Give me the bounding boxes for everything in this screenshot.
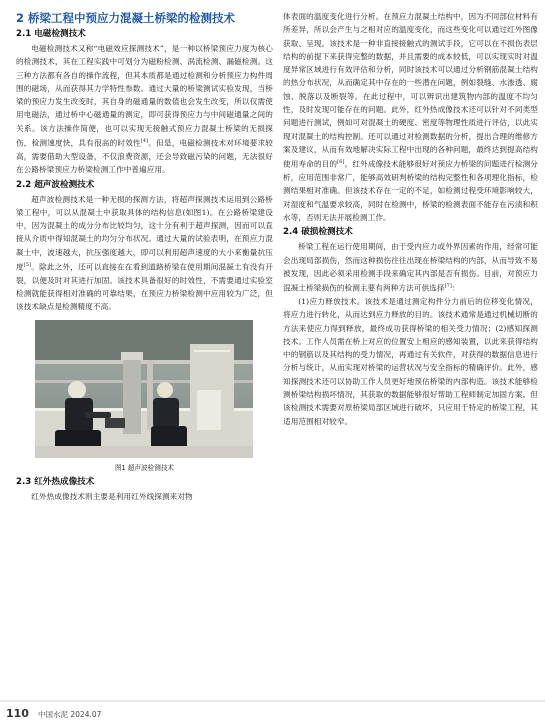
paragraph-2-3: 红外热成像技术则主要是利用红外线探测来对物 [31, 491, 193, 501]
footer-divider [0, 700, 545, 702]
paragraph-2-1 [16, 42, 273, 177]
section-title: 2 桥梁工程中预应力混凝土桥梁的检测技术 [16, 11, 236, 25]
page-number: 110 [6, 707, 29, 720]
paragraph-2-1-text: 电磁检测技术又称“电磁效应探测技术”，是一种以桥梁预应力度为核心的检测技术，其在工程实践中可划分为磁粉检测、涡流检测、漏磁检测。这三种方法都有各自的操作流程，但其本质都是通过检测和分析预应力构件周围的磁场，从而获得其力学特性参数。通过大量的桥梁测试实验发现，当桥梁的预应力发生改变时，其自身的磁通量的数值也会发生改变，所以仅需使用电磁法，通过桥中心磁通量的测定，即可获得预应力与中间磁通量之间的关系。该方法操作简便，也可以实现无接触式预应力混凝土桥梁的无损探伤，检测速度快，具有很高的时效性 [16, 44, 273, 148]
paragraph-2-2 [16, 193, 273, 314]
page-footer [0, 700, 545, 726]
figure-1-caption: 图1 超声波检测技术 [114, 463, 175, 472]
heading-2-1: 2.1 电磁检测技术 [16, 29, 86, 39]
paragraph-2-1-end: 。但是，电磁检测技术对环境要求较高，需要借助大型设备，不仅浪费资源，还会导致磁污染的问题，无法很好在公路桥梁预应力桥梁检测工作中普遍应用。 [16, 138, 273, 175]
paragraph-2-2-text: 超声波检测技术是一种无损的探测方法，将超声探测技术运用到公路桥梁工程中，可以从混凝土中获取具体的结构信息(如图1)。在公路桥梁建设中，因为混凝土的成分分布比较均匀，这十分有利于超声探测，因而可以直接从介质中得知混凝土的均匀分布状况。通过大量的试验表明，在预应力混凝土中，波速越大，抗压强度越大，即可以利用超声速度的大小来衡量抗压度 [16, 194, 273, 272]
figure-1-photo [35, 320, 253, 458]
paragraph-2-3-continued [283, 10, 538, 224]
heading-2-2: 2.2 超声波检测技术 [16, 179, 95, 190]
paragraph-2-4 [283, 240, 538, 295]
ultrasonic-inspection-photo [35, 320, 253, 458]
citation-7: [7] [444, 283, 452, 290]
right-column [283, 10, 538, 696]
paragraph-2-3-continued-end: 。红外成像技术能够很好对预应力桥梁的问题进行检测分析，应用范围非常广，能够高效研判桥梁的结构完整性和各项理化指标，检测结果相对准确。但该技术存在一定的不足，如检测过程受环境影响较大，对湿度和气温要求较高，同时在检测中，桥梁的检测表面不能存在污渍和积水等，否则无法开展检测工作。 [283, 159, 538, 222]
heading-2-4: 2.4 破损检测技术 [283, 227, 353, 238]
citation-4: [4] [140, 138, 149, 145]
paragraph-2-2-end: 。除此之外，还可以直接在在看到道路桥梁在使用期间混凝土有没有开裂，以便及时对其进行加固。该技术具备很好的时效性，不需要通过实验室检测就能获得相对准确的可靠结果，在预应力桥梁检测中应用较为广泛，但该技术缺点是检测精度不高。 [16, 262, 273, 312]
citation-5: [5] [23, 261, 32, 268]
heading-2-3: 2.3 红外热成像技术 [16, 476, 95, 487]
journal-name: 中国水泥 2024.07 [38, 710, 102, 719]
paragraph-2-4-text: 桥梁工程在运行使用期间，由于受内应力或外界因素的作用，经常可能会出现局部损伤，然而这种损伤往往出现在桥梁结构的内部，从而导致不易被发现，因此必须采用检测手段来确定其内部是否有损伤。目前，对预应力混凝土桥梁损伤的检测主要有两种方法可供选择 [283, 242, 538, 293]
paragraph-2-3-continued-text: 体表面的温度变化进行分析。在预应力混凝土结构中，因为不同部位材料有所差异，所以会产生与之相对应的温度变化，而这些变化可以通过红外图像获取、呈现。该技术是一种非直接接触式的测试手段，它可以在不损伤表层结构的前提下来获得完整的数据，并且需要的成本较低，可以实现实时对温度异常区域进行有效评估和分析，同时该技术可以通过分析钢筋混凝土结构的热分布状况，从而确定其中存在的一些潜在问题，例如裂缝、水渗透、腐蚀、脱落以及断裂等。在此过程中，可以辨识出建筑物内部的温度不均匀性，及时发现可能存在的问题。此外，红外热成像技术还可以针对不同类型问题进行测试，例如可对混凝土的硬度、密度等物理性质进行评估，以此实现对混凝土的结构控制。还可以通过对检测数据的分析，提出合理的维修方案及建议，从而有效地解决实际工程中出现的各种问题，最终达到提高结构使用寿命的目的 [283, 12, 538, 169]
paragraph-2-4-end: ： [451, 283, 460, 293]
citation-6: [6] [337, 159, 345, 166]
left-column [16, 10, 273, 696]
paragraph-2-4-methods: (1)应力释放技术。该技术是通过测定构件分力前后的位移变化情况，将应力进行转化，从而达到应力释放的目的。该技术通常是通过机械切断的方法来使应力得到释放，最终成功获得桥梁的相关受力情况；(2)感知探测技术。工作人员需在桥上对应的位置安上相应的感知装置，以此来获得结构中的钢筋以及其结构的受力情况，再通过有关软件，对获得的数据信息进行分析与统计，从而实现对桥梁的运营状况与安全指标的精确评价。此外，感知探测技术还可以协助工作人员更好地预估桥梁的内部构造。该技术能够检测桥梁结构损坏情况，其获取的数据能够很好帮助工程师制定加固方案。但该检测技术需要对原桥梁局部区域进行破坏，只应用于特定的桥梁工程，其适用范围相对较窄。 [283, 297, 538, 426]
